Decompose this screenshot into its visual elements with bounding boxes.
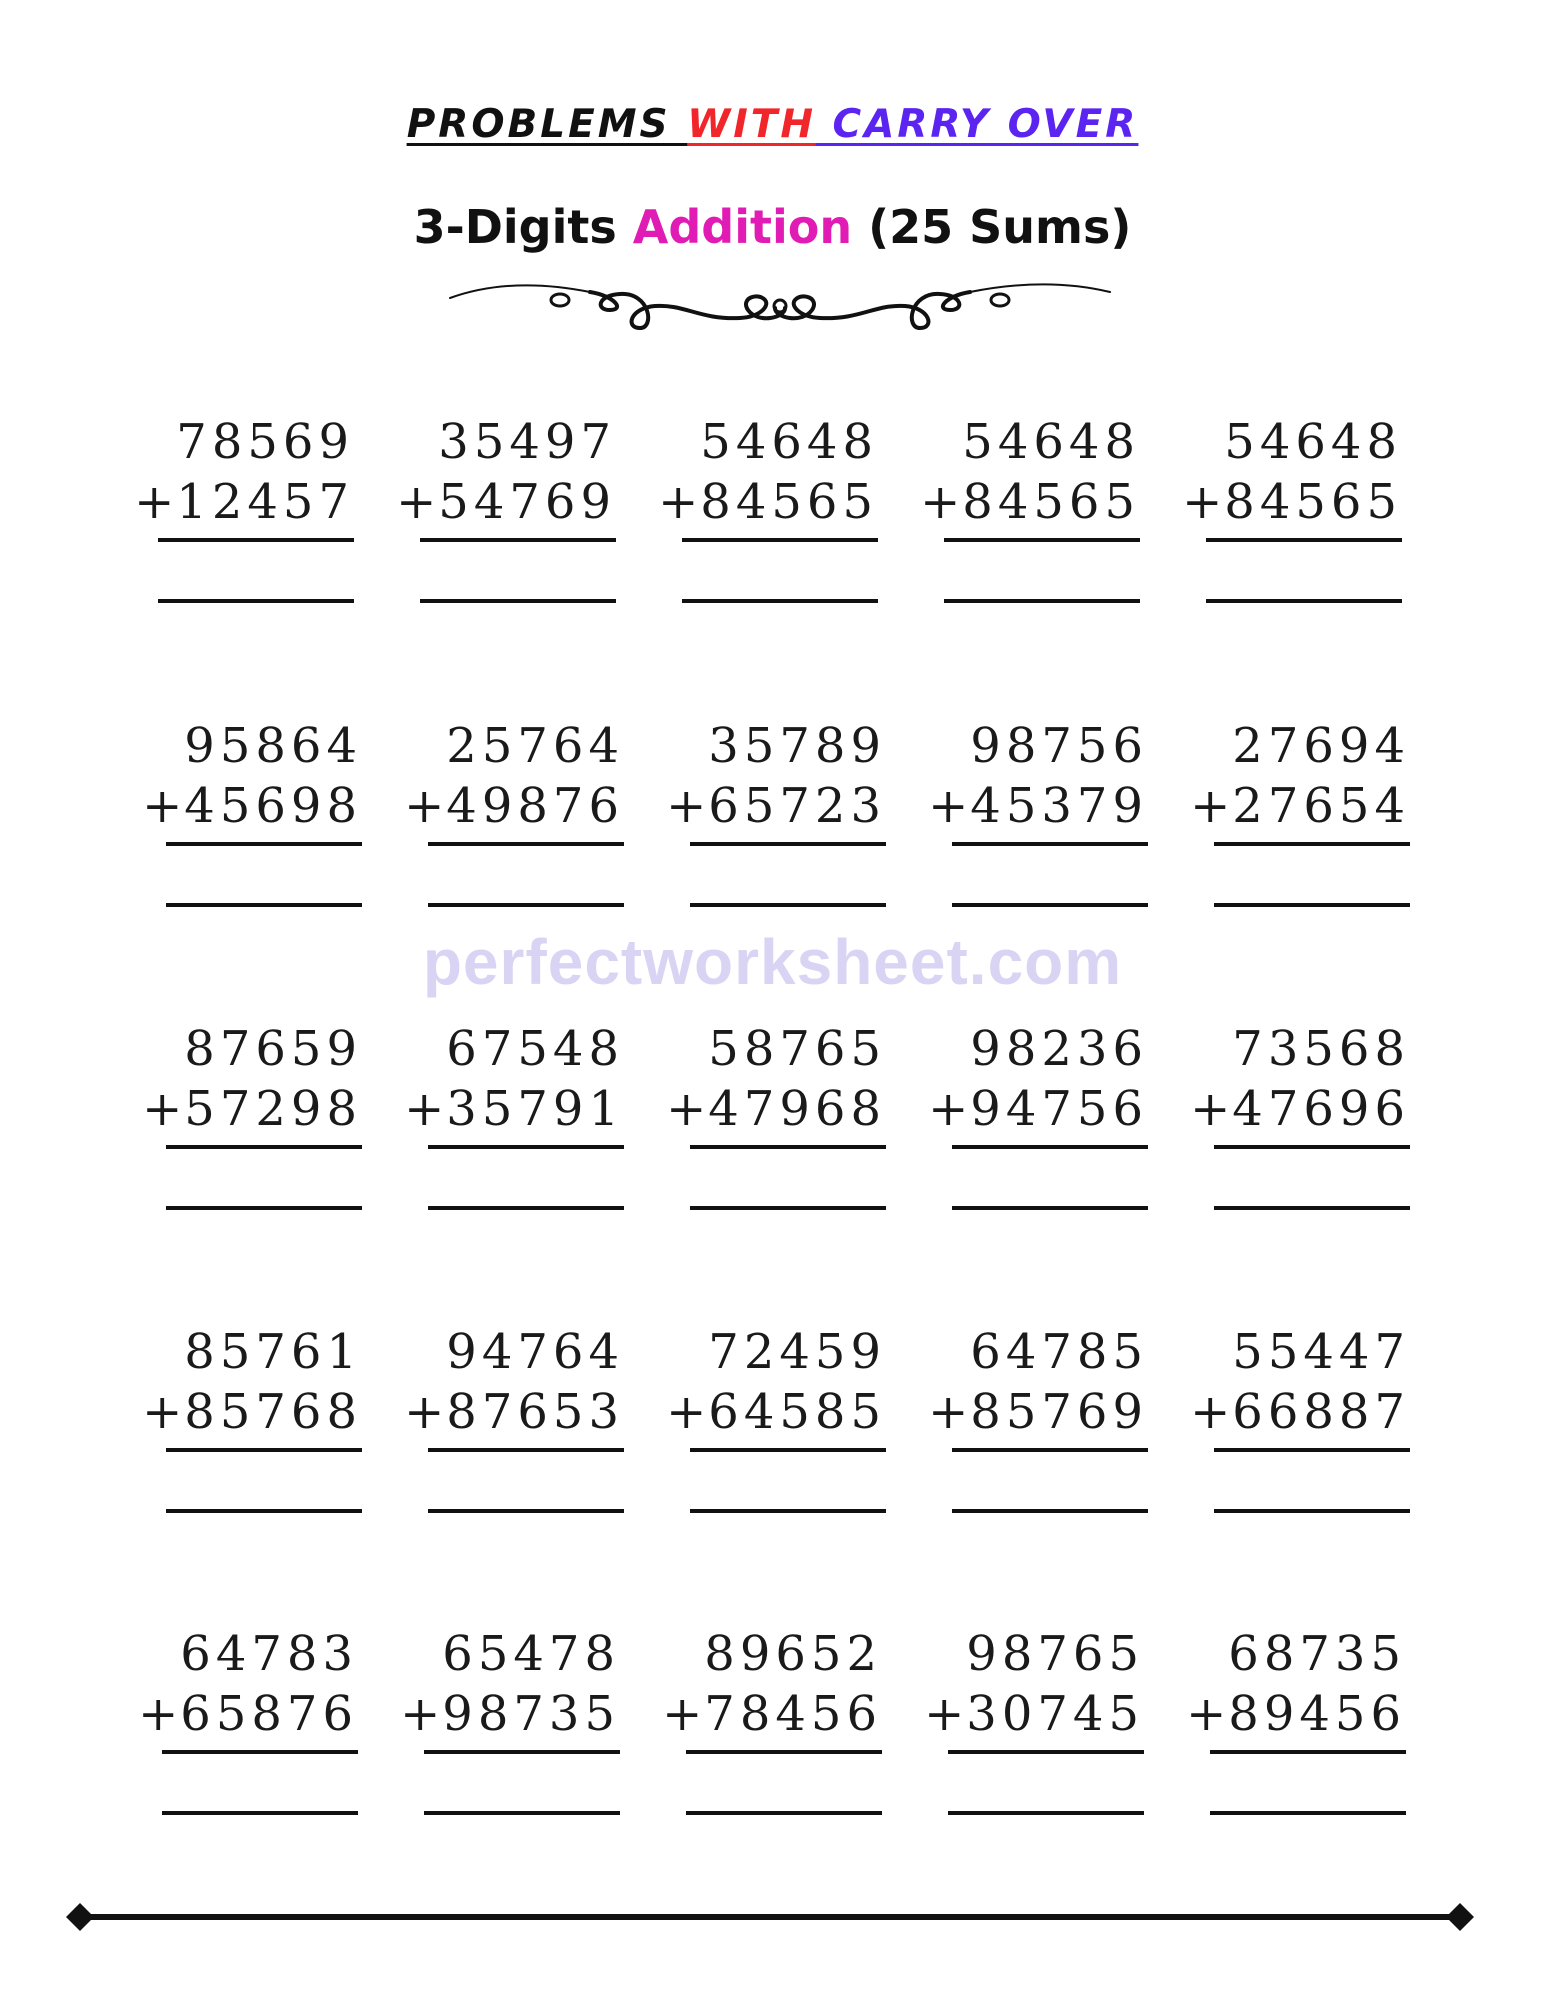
subtitle-part-sums: (25 Sums) [852,200,1132,254]
answer-blank[interactable] [420,599,616,603]
bottom-addend-row [138,1686,358,1742]
plus-sign: + [134,474,177,530]
answer-blank[interactable] [166,903,362,907]
answer-blank[interactable] [166,1206,362,1210]
plus-sign: + [1186,1686,1229,1742]
watermark: perfectworksheet.com [422,926,1123,998]
bottom-addend-row [662,1686,882,1742]
answer-blank[interactable] [1206,599,1402,603]
answer-blank[interactable] [690,1206,886,1210]
plus-sign: + [404,1384,447,1440]
answer-blank[interactable] [428,903,624,907]
addition-problem [658,414,878,618]
addition-problem [924,1626,1144,1830]
bottom-addend-row [400,1686,620,1742]
sum-line [690,842,886,846]
plus-sign: + [662,1686,705,1742]
top-addend: 72459 [708,1324,886,1380]
bottom-addend-row [920,474,1140,530]
top-addend: 95864 [184,718,362,774]
bottom-addend: 85768 [184,1384,362,1440]
bottom-addend: 35791 [446,1081,624,1137]
addition-problem [396,414,616,618]
answer-blank[interactable] [952,1206,1148,1210]
addition-problem [928,718,1148,922]
addition-problem [1186,1626,1406,1830]
top-addend: 27694 [1232,718,1410,774]
bottom-addend: 49876 [446,778,624,834]
bottom-addend: 84565 [962,474,1140,530]
sum-line [158,538,354,542]
bottom-addend-row [404,1081,624,1137]
plus-sign: + [1182,474,1225,530]
sum-line [690,1145,886,1149]
top-addend: 35789 [708,718,886,774]
bottom-addend-row [404,1384,624,1440]
addition-problem [134,414,354,618]
addition-problem [1190,1021,1410,1225]
sum-line [944,538,1140,542]
sum-line [686,1750,882,1754]
addition-problem [1190,718,1410,922]
sum-line [1214,842,1410,846]
top-addend: 64785 [970,1324,1148,1380]
answer-blank[interactable] [158,599,354,603]
addition-problem [666,1021,886,1225]
plus-sign: + [658,474,701,530]
sum-line [428,1145,624,1149]
bottom-addend-row [142,1081,362,1137]
plus-sign: + [928,778,971,834]
bottom-addend: 27654 [1232,778,1410,834]
answer-blank[interactable] [162,1811,358,1815]
plus-sign: + [1190,778,1233,834]
bottom-addend-row [666,778,886,834]
bottom-addend: 94756 [970,1081,1148,1137]
addition-problem [1182,414,1402,618]
bottom-addend: 84565 [700,474,878,530]
plus-sign: + [666,1081,709,1137]
addition-problem [1190,1324,1410,1528]
top-addend: 98756 [970,718,1148,774]
bottom-addend-row [928,778,1148,834]
sum-line [1214,1145,1410,1149]
addition-problem [920,414,1140,618]
title-part-problems: PROBLEMS [406,102,688,147]
addition-problem [404,1021,624,1225]
bottom-addend: 47968 [708,1081,886,1137]
subtitle-part-digits: 3-Digits [413,200,633,254]
bottom-addend-row [928,1081,1148,1137]
answer-blank[interactable] [690,903,886,907]
top-addend: 64783 [180,1626,358,1682]
sum-line [1210,1750,1406,1754]
answer-blank[interactable] [1214,1509,1410,1513]
addition-problem [928,1324,1148,1528]
bottom-addend-row [666,1081,886,1137]
footer-divider [66,1902,1474,1932]
sum-line [420,538,616,542]
answer-blank[interactable] [686,1811,882,1815]
top-addend: 55447 [1232,1324,1410,1380]
plus-sign: + [928,1384,971,1440]
top-addend: 78569 [176,414,354,470]
bottom-addend: 87653 [446,1384,624,1440]
sum-line [428,842,624,846]
bottom-addend-row [396,474,616,530]
top-addend: 35497 [438,414,616,470]
left-diamond-icon [66,1903,94,1931]
plus-sign: + [404,778,447,834]
answer-blank[interactable] [428,1509,624,1513]
answer-blank[interactable] [944,599,1140,603]
plus-sign: + [142,1081,185,1137]
sum-line [166,842,362,846]
addition-problem [142,718,362,922]
sum-line [166,1448,362,1452]
plus-sign: + [928,1081,971,1137]
addition-problem [142,1021,362,1225]
top-addend: 54648 [700,414,878,470]
plus-sign: + [924,1686,967,1742]
bottom-addend-row [142,1384,362,1440]
addition-problem [666,718,886,922]
bottom-addend: 66887 [1232,1384,1410,1440]
answer-blank[interactable] [952,903,1148,907]
bottom-addend-row [142,778,362,834]
plus-sign: + [396,474,439,530]
sum-line [952,842,1148,846]
top-addend: 98765 [966,1626,1144,1682]
top-addend: 65478 [442,1626,620,1682]
top-addend: 58765 [708,1021,886,1077]
bottom-addend: 54769 [438,474,616,530]
bottom-addend-row [666,1384,886,1440]
addition-problem [404,718,624,922]
answer-blank[interactable] [690,1509,886,1513]
bottom-addend-row [1190,1384,1410,1440]
answer-blank[interactable] [424,1811,620,1815]
addition-problem [662,1626,882,1830]
bottom-addend-row [924,1686,1144,1742]
top-addend: 98236 [970,1021,1148,1077]
plus-sign: + [666,778,709,834]
bottom-addend: 45698 [184,778,362,834]
plus-sign: + [920,474,963,530]
plus-sign: + [138,1686,181,1742]
top-addend: 89652 [704,1626,882,1682]
bottom-addend: 89456 [1228,1686,1406,1742]
plus-sign: + [1190,1081,1233,1137]
top-addend: 94764 [446,1324,624,1380]
top-addend: 87659 [184,1021,362,1077]
bottom-addend: 84565 [1224,474,1402,530]
plus-sign: + [142,778,185,834]
bottom-addend-row [134,474,354,530]
top-addend: 68735 [1228,1626,1406,1682]
answer-blank[interactable] [1214,1206,1410,1210]
plus-sign: + [142,1384,185,1440]
bottom-addend: 65723 [708,778,886,834]
top-addend: 85761 [184,1324,362,1380]
bottom-addend: 30745 [966,1686,1144,1742]
top-addend: 25764 [446,718,624,774]
sum-line [952,1448,1148,1452]
plus-sign: + [1190,1384,1233,1440]
sum-line [166,1145,362,1149]
bottom-addend-row [1186,1686,1406,1742]
top-addend: 73568 [1232,1021,1410,1077]
plus-sign: + [404,1081,447,1137]
bottom-addend: 57298 [184,1081,362,1137]
answer-blank[interactable] [166,1509,362,1513]
sum-line [690,1448,886,1452]
bottom-addend: 85769 [970,1384,1148,1440]
subtitle-part-addition: Addition [632,200,853,254]
sum-line [1206,538,1402,542]
bottom-addend: 98735 [442,1686,620,1742]
sum-line [424,1750,620,1754]
bottom-addend-row [1190,778,1410,834]
bottom-addend: 45379 [970,778,1148,834]
bottom-addend: 47696 [1232,1081,1410,1137]
bottom-addend-row [404,778,624,834]
sum-line [952,1145,1148,1149]
bottom-addend-row [1182,474,1402,530]
plus-sign: + [666,1384,709,1440]
bottom-addend: 64585 [708,1384,886,1440]
sum-line [428,1448,624,1452]
addition-problem [400,1626,620,1830]
top-addend: 54648 [962,414,1140,470]
addition-problem [142,1324,362,1528]
title-part-with: WITH [687,102,816,147]
answer-blank[interactable] [428,1206,624,1210]
plus-sign: + [400,1686,443,1742]
answer-blank[interactable] [682,599,878,603]
sum-line [948,1750,1144,1754]
top-addend: 67548 [446,1021,624,1077]
sum-line [162,1750,358,1754]
addition-problem [404,1324,624,1528]
right-diamond-icon [1446,1903,1474,1931]
bottom-addend-row [1190,1081,1410,1137]
answer-blank[interactable] [948,1811,1144,1815]
answer-blank[interactable] [952,1509,1148,1513]
sum-line [682,538,878,542]
sum-line [1214,1448,1410,1452]
answer-blank[interactable] [1214,903,1410,907]
answer-blank[interactable] [1210,1811,1406,1815]
bottom-addend-row [928,1384,1148,1440]
bottom-addend: 78456 [704,1686,882,1742]
bottom-addend: 12457 [176,474,354,530]
addition-problem [138,1626,358,1830]
top-addend: 54648 [1224,414,1402,470]
addition-problem [928,1021,1148,1225]
bottom-addend: 65876 [180,1686,358,1742]
title-part-carry-over: CARRY OVER [815,102,1139,147]
addition-problem [666,1324,886,1528]
bottom-addend-row [658,474,878,530]
